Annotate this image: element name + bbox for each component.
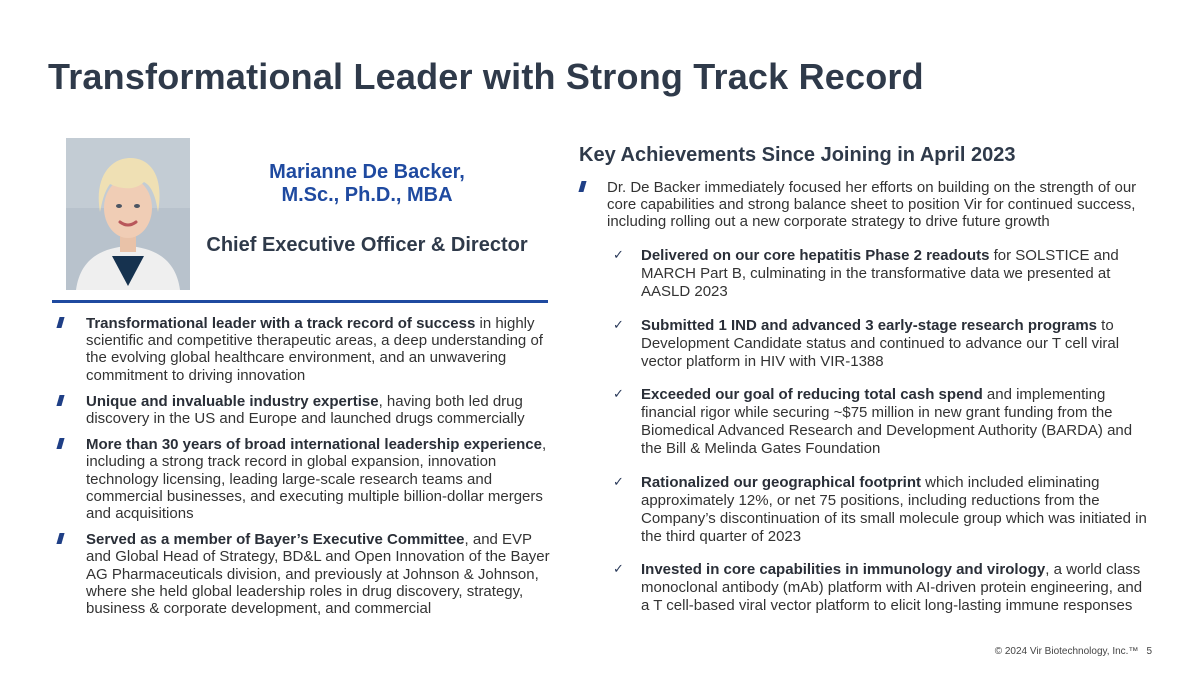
section-divider xyxy=(52,300,548,303)
copyright: © 2024 Vir Biotechnology, Inc.™ xyxy=(994,646,1139,657)
bio-item xyxy=(56,436,556,522)
achievements-heading: Key Achievements Since Joining in April 2023 xyxy=(579,144,1016,166)
checkmark-icon: ✓ xyxy=(613,248,624,263)
achievement-text: to Development Candidate status and continued to advance our T cell viral vector platform in HIV with VIR-1388 xyxy=(641,316,1120,370)
portrait-illustration xyxy=(66,138,190,290)
bio-item-bold: Unique and invaluable industry expertise xyxy=(86,392,379,410)
bio-item-text: , including a strong track record in global expansion, innovation technology licensing, leading large-scale research teams and commercial businesses, and executing multiple billion-dollar mergers and acquisitions xyxy=(86,436,547,523)
executive-role: Chief Executive Officer & Director xyxy=(206,234,528,256)
achievement-item xyxy=(611,474,1149,546)
achievements-intro-text: Dr. De Backer immediately focused her efforts on building on the strength of our core capabilities and strong balance sheet to position Vir for continued success, including rolling out a new corporate strategy to drive future growth xyxy=(607,179,1137,231)
executive-credentials: M.Sc., Ph.D., MBA xyxy=(281,184,453,206)
slide-title: Transformational Leader with Strong Track Record xyxy=(48,56,924,97)
bio-list xyxy=(56,315,556,626)
achievement-item xyxy=(611,317,1149,371)
checkmark-icon: ✓ xyxy=(613,474,624,490)
achievements-list xyxy=(611,247,1149,631)
bio-item xyxy=(56,531,556,617)
bullet-icon xyxy=(56,438,64,449)
page-number: 5 xyxy=(1146,646,1152,657)
executive-name-line1: Marianne De Backer, xyxy=(269,161,465,183)
achievement-bold: Exceeded our goal of reducing total cash spend xyxy=(641,386,983,403)
achievement-text: and implementing financial rigor while securing ~$75 million in new grant funding from the Biomedical Advanced Research and Development Authority (BARDA) and the Bill & Melinda Gates Foundation xyxy=(641,386,1133,457)
achievement-bold: Delivered on our core hepatitis Phase 2 readouts xyxy=(641,247,990,264)
portrait-photo xyxy=(66,138,190,290)
achievement-item xyxy=(611,247,1149,301)
achievement-bold: Submitted 1 IND and advanced 3 early-stage research programs xyxy=(641,316,1097,334)
bio-item-text: , and EVP and Global Head of Strategy, BD&L and Open Innovation of the Bayer AG Pharmaceuticals division, and previously at Johnson & Johnson, where she held global leadership roles in drug discovery, strategy, business & corporate development, and commercial xyxy=(86,531,550,618)
checkmark-icon: ✓ xyxy=(613,562,624,577)
achievement-bold: Invested in core capabilities in immunology and virology xyxy=(641,561,1046,578)
achievement-item xyxy=(611,561,1149,615)
achievement-text: which included eliminating approximately 12%, or net 75 positions, including reductions from the Company’s discontinuation of its small molecule group which was initiated in the third quarter of 2023 xyxy=(641,473,1147,545)
bio-item-bold: Transformational leader with a track record of success xyxy=(86,315,476,332)
achievements-intro xyxy=(579,179,1144,231)
bio-item-text: , having both led drug discovery in the US and Europe and launched drugs commercially xyxy=(86,392,525,428)
executive-name xyxy=(200,161,534,207)
checkmark-icon: ✓ xyxy=(613,317,624,333)
achievement-text: for SOLSTICE and MARCH Part B, culminating in the transformative data we presented at AASLD 2023 xyxy=(641,247,1119,300)
bio-item xyxy=(56,315,556,384)
checkmark-icon: ✓ xyxy=(613,387,624,402)
bio-item xyxy=(56,393,556,427)
bio-item-bold: More than 30 years of broad international leadership experience xyxy=(86,436,542,454)
achievement-bold: Rationalized our geographical footprint xyxy=(641,473,922,491)
achievement-item xyxy=(611,386,1149,458)
bullet-icon xyxy=(56,533,64,544)
bio-item-bold: Served as a member of Bayer’s Executive Committee xyxy=(86,531,465,549)
bullet-icon xyxy=(578,181,586,192)
bio-item-text: in highly scientific and competitive therapeutic areas, a deep understanding of the evolving global healthcare environment, and an unwavering commitment to driving innovation xyxy=(86,315,543,384)
bullet-icon xyxy=(56,395,64,406)
bullet-icon xyxy=(56,317,64,328)
achievement-text: , a world class monoclonal antibody (mAb) platform with AI-driven protein engineering, and a T cell-based viral vector platform to elicit long-lasting immune responses xyxy=(641,561,1143,614)
footer xyxy=(995,646,1152,657)
